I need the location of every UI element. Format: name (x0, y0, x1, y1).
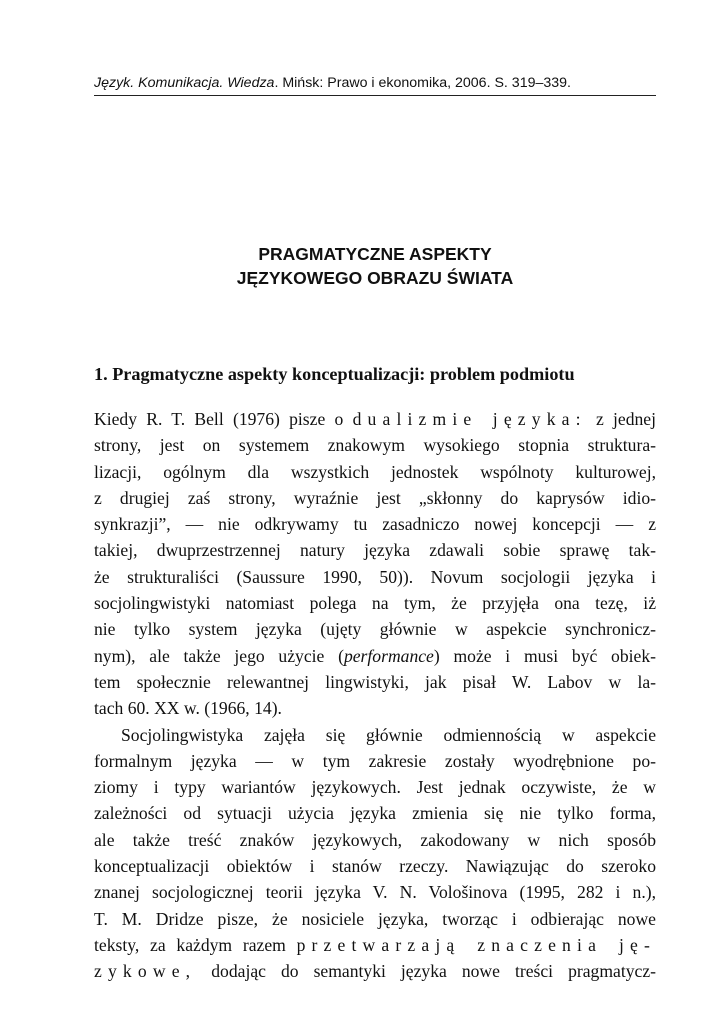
text-line: zykowe, dodając do semantyki języka nowe treści pragmatycz- (94, 961, 656, 982)
text-line: konceptualizacji obiektów i stanów rzeczy. Nawiązując do szeroko (94, 856, 656, 877)
text-line: ale także treść znaków językowych, zakodowany w nich sposób (94, 829, 656, 850)
text-line: formalnym języka — w tym zakresie zostały wyodrębnione po- (94, 750, 656, 771)
title-line-2: JĘZYKOWEGO OBRAZU ŚWIATA (236, 268, 514, 288)
text-line: zależności od sytuacji użycia języka zmienia się nie tylko forma, (94, 803, 656, 824)
running-header (94, 74, 656, 96)
text-line: Kiedy R. T. Bell (1976) pisze o dualizmie języka: z jednej (94, 409, 656, 429)
text-line: takiej, dwuprzestrzennej natury języka zdawali sobie sprawę tak- (94, 540, 656, 561)
text-line: lizacji, ogólnym dla wszystkich jednostek wspólnoty kulturowej, (94, 461, 656, 482)
article-title (94, 242, 656, 290)
text-line: strony, jest on systemem znakowym wysokiego stopnia struktura- (94, 435, 656, 456)
spaced-emphasis: dualizmie języka: (352, 409, 587, 429)
body-text (94, 406, 656, 985)
text-line: że strukturaliści (Saussure 1990, 50)). Novum socjologii języka i (94, 566, 656, 587)
text-line: znanej socjologicznej teorii języka V. N. Vološinova (1995, 282 i n.), (94, 882, 656, 903)
text-line: synkrazji”, — nie odkrywamy tu zasadniczo nowej koncepcji — z (94, 514, 656, 535)
citation-details: . Mińsk: Prawo i ekonomika, 2006. S. 319–339. (274, 75, 571, 91)
italic-term: performance (343, 645, 434, 666)
text-line: z drugiej zaś strony, wyraźnie jest „skłonny do kaprysów idio- (94, 487, 656, 508)
section-heading: 1. Pragmatyczne aspekty konceptualizacji: problem podmiotu (94, 364, 575, 384)
spaced-emphasis: przetwarzają znaczenia ję- (296, 934, 656, 955)
text-line: Socjolingwistyka zajęła się głównie odmiennością w aspekcie (121, 724, 656, 745)
text-line: ziomy i typy wariantów językowych. Jest jednak oczywiste, że w (94, 777, 656, 798)
text-line: nie tylko system języka (ujęty głównie w aspekcie synchronicz- (94, 619, 656, 640)
spaced-emphasis: zykowe, (94, 961, 197, 982)
text-line: tem społecznie relewantnej lingwistyki, jak pisał W. Labov w la- (94, 671, 656, 692)
text-line: T. M. Dridze pisze, że nosiciele języka, tworząc i odbierając nowe (94, 908, 656, 929)
text-line: teksty, za każdym razem przetwarzają znaczenia ję- (94, 934, 656, 955)
journal-title: Język. Komunikacja. Wiedza (94, 75, 275, 91)
text-line: tach 60. XX w. (1966, 14). (94, 698, 282, 719)
text-line: nym), ale także jego użycie (performance) może i musi być obiek- (94, 645, 656, 666)
title-line-1: PRAGMATYCZNE ASPEKTY (258, 244, 492, 264)
text-line: socjolingwistyki natomiast polega na tym, że przyjęła ona tezę, iż (94, 593, 656, 614)
